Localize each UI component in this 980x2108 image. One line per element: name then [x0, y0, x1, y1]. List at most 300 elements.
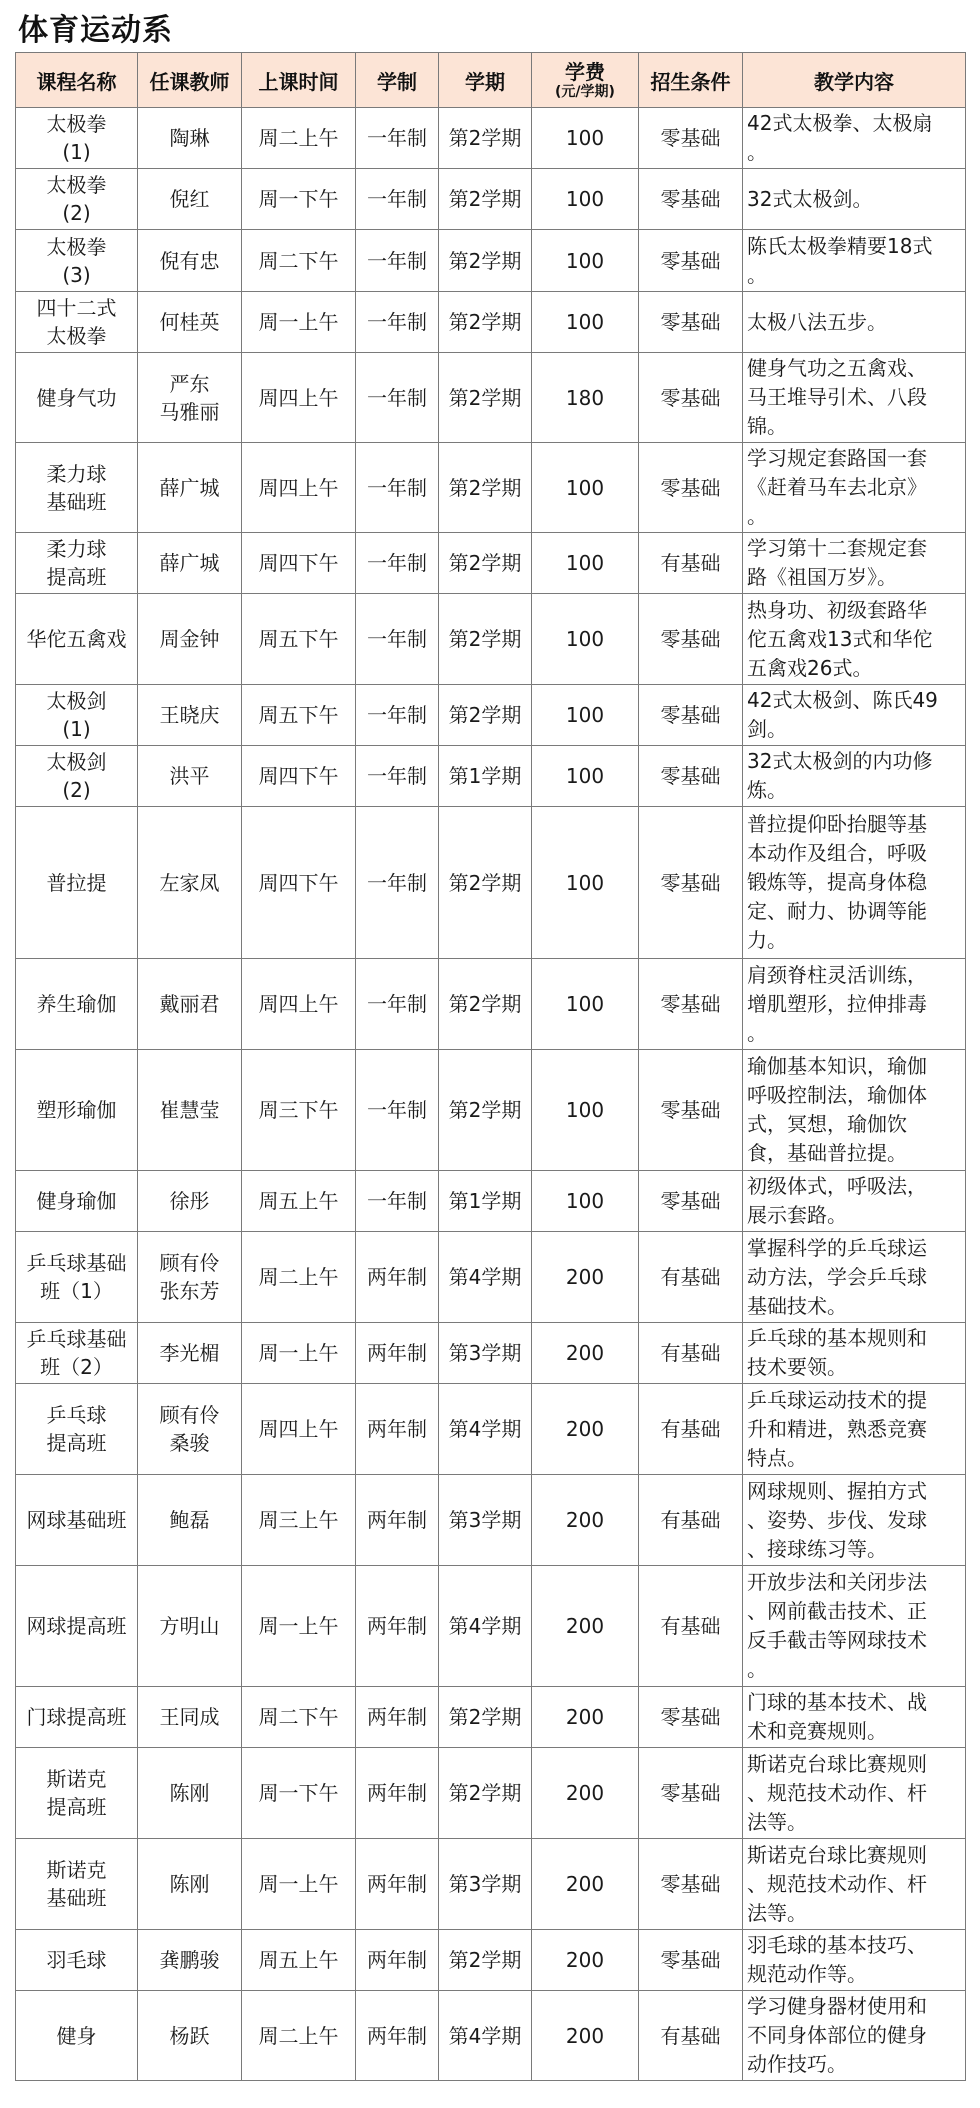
course-name-cell — [16, 1930, 138, 1991]
course-name-cell-line: 普拉提 — [46, 870, 107, 895]
content-cell-line: 特点。 — [747, 1445, 807, 1470]
content-cell-line: 羽毛球的基本技巧、 — [747, 1933, 927, 1957]
table-row — [16, 108, 966, 169]
teacher-cell-line: 桑骏 — [169, 1431, 210, 1455]
content-cell-line: 定、耐力、协调等能 — [747, 899, 927, 923]
table-row — [16, 353, 966, 443]
course-name-cell-line: 乒乓球基础 — [26, 1251, 127, 1275]
teacher-cell-line: 戴丽君 — [159, 992, 220, 1016]
table-row — [16, 1687, 966, 1748]
requirement-cell: 零基础 — [639, 807, 743, 959]
header-requirement: 招生条件 — [639, 53, 743, 108]
course-name-cell — [16, 959, 138, 1050]
content-cell-line: 路《祖国万岁》。 — [747, 565, 897, 589]
class-time-cell: 周四上午 — [242, 1384, 356, 1475]
term-cell: 第2学期 — [439, 1748, 532, 1839]
fee-cell: 100 — [532, 807, 639, 959]
content-cell-line: 食，基础普拉提。 — [747, 1141, 907, 1165]
table-row — [16, 746, 966, 807]
teacher-cell-line: 鲍磊 — [169, 1508, 210, 1532]
course-name-cell — [16, 108, 138, 169]
teacher-cell-line: 周金钟 — [159, 627, 220, 651]
teacher-cell-line: 龚鹏骏 — [159, 1948, 220, 1972]
fee-cell: 100 — [532, 746, 639, 807]
system-cell: 一年制 — [356, 230, 439, 292]
course-table — [15, 52, 966, 2081]
course-name-cell-line: 太极剑 — [46, 689, 107, 713]
course-name-cell — [16, 1839, 138, 1930]
content-cell — [743, 1050, 966, 1171]
course-name-cell — [16, 1232, 138, 1323]
term-cell: 第2学期 — [439, 230, 532, 292]
term-cell: 第4学期 — [439, 1566, 532, 1687]
content-cell-line: 开放步法和关闭步法 — [747, 1570, 927, 1594]
term-cell: 第4学期 — [439, 1991, 532, 2081]
system-cell: 一年制 — [356, 443, 439, 533]
teacher-cell-line: 陶琳 — [169, 126, 210, 150]
teacher-cell-line: 陈刚 — [169, 1781, 210, 1805]
term-cell: 第2学期 — [439, 169, 532, 230]
class-time-cell: 周四下午 — [242, 746, 356, 807]
term-cell: 第2学期 — [439, 959, 532, 1050]
content-cell-line: 动作技巧。 — [747, 2052, 847, 2076]
header-content: 教学内容 — [743, 53, 966, 108]
table-row — [16, 169, 966, 230]
term-cell: 第1学期 — [439, 1171, 532, 1232]
system-cell: 两年制 — [356, 1384, 439, 1475]
system-cell: 一年制 — [356, 594, 439, 685]
system-cell: 一年制 — [356, 746, 439, 807]
content-cell — [743, 746, 966, 807]
content-cell-line: 学习规定套路国一套 — [747, 446, 927, 470]
header-teacher: 任课教师 — [138, 53, 242, 108]
fee-cell: 200 — [532, 1748, 639, 1839]
requirement-cell: 零基础 — [639, 1839, 743, 1930]
requirement-cell: 零基础 — [639, 443, 743, 533]
table-row — [16, 594, 966, 685]
course-name-cell-line: 斯诺克 — [46, 1858, 107, 1882]
content-cell-line: 锦。 — [747, 414, 787, 438]
course-name-cell-line: 华佗五禽戏 — [26, 627, 127, 651]
table-row — [16, 1050, 966, 1171]
teacher-cell — [138, 230, 242, 292]
fee-cell: 100 — [532, 533, 639, 594]
content-cell-line: 陈氏太极拳精要18式 — [747, 233, 933, 258]
course-name-cell-line: 柔力球 — [46, 461, 107, 486]
content-cell-line: 斯诺克台球比赛规则 — [747, 1751, 927, 1776]
class-time-cell: 周二上午 — [242, 108, 356, 169]
fee-cell: 100 — [532, 1050, 639, 1171]
term-cell: 第2学期 — [439, 533, 532, 594]
teacher-cell — [138, 292, 242, 353]
header-fee — [532, 53, 639, 108]
fee-cell: 100 — [532, 685, 639, 746]
teacher-cell — [138, 1687, 242, 1748]
content-cell — [743, 959, 966, 1050]
content-cell-line: 《赶着马车去北京》 — [747, 475, 927, 499]
system-cell: 一年制 — [356, 959, 439, 1050]
content-cell — [743, 685, 966, 746]
teacher-cell — [138, 1566, 242, 1687]
content-cell-line: 、姿势、步伐、发球 — [747, 1507, 927, 1532]
header-course-name: 课程名称 — [16, 53, 138, 108]
course-name-cell — [16, 685, 138, 746]
course-name-cell-line: 太极拳 — [46, 234, 107, 259]
fee-cell: 200 — [532, 1384, 639, 1475]
requirement-cell: 有基础 — [639, 1323, 743, 1384]
class-time-cell: 周一上午 — [242, 1323, 356, 1384]
course-name-cell — [16, 594, 138, 685]
requirement-cell: 有基础 — [639, 533, 743, 594]
course-name-cell-line: 乒乓球基础 — [26, 1327, 127, 1351]
content-cell-line: 42式太极拳、太极扇 — [747, 111, 933, 135]
course-name-cell-line: 网球提高班 — [26, 1614, 127, 1638]
term-cell: 第2学期 — [439, 594, 532, 685]
fee-cell: 100 — [532, 108, 639, 169]
content-cell — [743, 1839, 966, 1930]
requirement-cell: 零基础 — [639, 685, 743, 746]
course-name-cell-line: 四十二式 — [36, 296, 117, 320]
content-cell-line: 本动作及组合，呼吸 — [747, 841, 927, 865]
class-time-cell: 周一上午 — [242, 1839, 356, 1930]
table-body — [16, 108, 966, 2081]
requirement-cell: 零基础 — [639, 292, 743, 353]
requirement-cell: 零基础 — [639, 1748, 743, 1839]
fee-cell: 100 — [532, 959, 639, 1050]
content-cell-line: 动方法，学会乒乓球 — [747, 1264, 927, 1289]
requirement-cell: 零基础 — [639, 169, 743, 230]
content-cell — [743, 1748, 966, 1839]
teacher-cell — [138, 1384, 242, 1475]
content-cell — [743, 807, 966, 959]
teacher-cell-line: 薛广城 — [159, 551, 220, 575]
table-row — [16, 959, 966, 1050]
system-cell: 一年制 — [356, 108, 439, 169]
course-name-cell-line: (3) — [62, 262, 91, 287]
teacher-cell-line: 倪有忠 — [159, 248, 220, 273]
class-time-cell: 周四上午 — [242, 959, 356, 1050]
course-name-cell-line: 网球基础班 — [26, 1508, 127, 1532]
table-row — [16, 443, 966, 533]
system-cell: 两年制 — [356, 1748, 439, 1839]
course-name-cell-line: 班（2） — [40, 1355, 113, 1379]
class-time-cell: 周二下午 — [242, 230, 356, 292]
system-cell: 两年制 — [356, 1566, 439, 1687]
term-cell: 第3学期 — [439, 1475, 532, 1566]
teacher-cell-line: 严东 — [169, 371, 210, 396]
course-name-cell-line: 太极拳 — [46, 112, 107, 136]
content-cell-line: 网球规则、握拍方式 — [747, 1478, 927, 1503]
term-cell: 第2学期 — [439, 353, 532, 443]
course-name-cell-line: 门球提高班 — [26, 1705, 127, 1729]
course-name-cell — [16, 443, 138, 533]
course-name-cell-line: 健身 — [56, 2023, 97, 2048]
teacher-cell — [138, 1475, 242, 1566]
system-cell: 两年制 — [356, 1991, 439, 2081]
course-name-cell-line: 太极拳 — [46, 173, 107, 197]
course-name-cell-line: 养生瑜伽 — [36, 992, 117, 1016]
teacher-cell — [138, 1991, 242, 2081]
teacher-cell — [138, 1748, 242, 1839]
teacher-cell-line: 马雅丽 — [159, 399, 220, 424]
fee-cell: 200 — [532, 1839, 639, 1930]
content-cell-line: 反手截击等网球技术 — [747, 1628, 927, 1652]
system-cell: 两年制 — [356, 1930, 439, 1991]
fee-cell: 180 — [532, 353, 639, 443]
term-cell: 第2学期 — [439, 1687, 532, 1748]
requirement-cell: 零基础 — [639, 230, 743, 292]
course-name-cell-line: 班（1） — [40, 1279, 113, 1303]
course-name-cell-line: 太极剑 — [46, 750, 107, 774]
fee-cell: 100 — [532, 1171, 639, 1232]
teacher-cell-line: 顾有伶 — [159, 1403, 220, 1427]
table-row — [16, 1991, 966, 2081]
class-time-cell: 周二上午 — [242, 1232, 356, 1323]
header-fee-unit: (元/学期) — [555, 84, 615, 100]
teacher-cell — [138, 807, 242, 959]
table-row — [16, 1171, 966, 1232]
course-name-cell-line: (1) — [62, 717, 91, 741]
term-cell: 第1学期 — [439, 746, 532, 807]
content-cell-line: 门球的基本技术、战 — [747, 1690, 927, 1714]
system-cell: 两年制 — [356, 1687, 439, 1748]
content-cell-line: 32式太极剑。 — [747, 186, 873, 211]
fee-cell: 100 — [532, 292, 639, 353]
content-cell-line: 。 — [747, 1020, 767, 1045]
teacher-cell — [138, 746, 242, 807]
course-name-cell — [16, 230, 138, 292]
fee-cell: 200 — [532, 1566, 639, 1687]
course-name-cell-line: 健身气功 — [36, 385, 117, 410]
teacher-cell-line: 李光楣 — [159, 1341, 220, 1365]
content-cell-line: 马王堆导引术、八段 — [747, 385, 927, 409]
course-name-cell — [16, 1566, 138, 1687]
system-cell: 一年制 — [356, 533, 439, 594]
content-cell-line: 。 — [747, 140, 767, 164]
content-cell-line: 法等。 — [747, 1900, 807, 1925]
course-name-cell-line: 塑形瑜伽 — [36, 1098, 117, 1122]
content-cell-line: 初级体式，呼吸法， — [747, 1174, 927, 1198]
content-cell-line: 健身气功之五禽戏、 — [747, 356, 927, 380]
table-row — [16, 1930, 966, 1991]
teacher-cell — [138, 1930, 242, 1991]
term-cell: 第2学期 — [439, 1050, 532, 1171]
content-cell-line: 佗五禽戏13式和华佗 — [747, 626, 933, 651]
content-cell — [743, 1171, 966, 1232]
course-name-cell-line: 太极拳 — [46, 324, 107, 348]
course-name-cell — [16, 1384, 138, 1475]
content-cell-line: 瑜伽基本知识，瑜伽 — [747, 1054, 927, 1078]
teacher-cell-line: 顾有伶 — [159, 1251, 220, 1275]
term-cell: 第2学期 — [439, 108, 532, 169]
course-name-cell — [16, 353, 138, 443]
content-cell — [743, 1991, 966, 2081]
header-term: 学期 — [439, 53, 532, 108]
class-time-cell: 周四上午 — [242, 443, 356, 533]
class-time-cell: 周三上午 — [242, 1475, 356, 1566]
requirement-cell: 零基础 — [639, 1687, 743, 1748]
table-row — [16, 1384, 966, 1475]
content-cell — [743, 533, 966, 594]
course-name-cell-line: 基础班 — [46, 489, 107, 514]
content-cell-line: 。 — [747, 262, 767, 287]
content-cell — [743, 353, 966, 443]
system-cell: 一年制 — [356, 1171, 439, 1232]
system-cell: 一年制 — [356, 1050, 439, 1171]
table-row — [16, 1748, 966, 1839]
content-cell-line: 展示套路。 — [747, 1203, 847, 1227]
content-cell-line: 。 — [747, 1657, 767, 1681]
content-cell-line: 炼。 — [747, 778, 787, 802]
content-cell-line: 斯诺克台球比赛规则 — [747, 1842, 927, 1867]
class-time-cell: 周一下午 — [242, 1748, 356, 1839]
course-name-cell — [16, 1687, 138, 1748]
course-name-cell-line: 健身瑜伽 — [36, 1189, 117, 1213]
class-time-cell: 周四上午 — [242, 353, 356, 443]
term-cell: 第2学期 — [439, 443, 532, 533]
term-cell: 第3学期 — [439, 1839, 532, 1930]
content-cell — [743, 1930, 966, 1991]
content-cell-line: 学习健身器材使用和 — [747, 1994, 927, 2018]
content-cell-line: 。 — [747, 504, 767, 528]
content-cell-line: 42式太极剑、陈氏49 — [747, 688, 938, 712]
course-name-cell-line: (1) — [62, 140, 91, 164]
class-time-cell: 周四下午 — [242, 533, 356, 594]
content-cell-line: 力。 — [747, 928, 787, 952]
content-cell-line: 乒乓球的基本规则和 — [747, 1326, 927, 1350]
teacher-cell-line: 洪平 — [169, 764, 210, 788]
content-cell — [743, 1687, 966, 1748]
content-cell-line: 、接球练习等。 — [747, 1536, 887, 1561]
table-row — [16, 533, 966, 594]
requirement-cell: 零基础 — [639, 108, 743, 169]
content-cell-line: 基础技术。 — [747, 1293, 847, 1318]
requirement-cell: 有基础 — [639, 1475, 743, 1566]
course-name-cell — [16, 746, 138, 807]
content-cell — [743, 1232, 966, 1323]
course-name-cell-line: 乒乓球 — [46, 1403, 107, 1427]
course-name-cell-line: (2) — [62, 778, 91, 802]
requirement-cell: 有基础 — [639, 1991, 743, 2081]
content-cell-line: 、规范技术动作、杆 — [747, 1780, 927, 1805]
table-row — [16, 292, 966, 353]
course-name-cell-line: (2) — [62, 201, 91, 225]
fee-cell: 100 — [532, 594, 639, 685]
teacher-cell — [138, 1323, 242, 1384]
table-row — [16, 1232, 966, 1323]
course-name-cell-line: 柔力球 — [46, 537, 107, 561]
teacher-cell-line: 何桂英 — [159, 310, 220, 334]
teacher-cell-line: 徐彤 — [169, 1189, 210, 1213]
table-row — [16, 685, 966, 746]
teacher-cell — [138, 1232, 242, 1323]
content-cell-line: 五禽戏26式。 — [747, 655, 873, 680]
class-time-cell: 周四下午 — [242, 807, 356, 959]
content-cell-line: 式，冥想，瑜伽饮 — [747, 1112, 907, 1136]
teacher-cell-line: 崔慧莹 — [159, 1098, 220, 1122]
system-cell: 一年制 — [356, 807, 439, 959]
table-row — [16, 807, 966, 959]
system-cell: 两年制 — [356, 1323, 439, 1384]
requirement-cell: 有基础 — [639, 1384, 743, 1475]
header-fee-label: 学费 — [565, 60, 605, 84]
teacher-cell-line: 陈刚 — [169, 1872, 210, 1896]
content-cell-line: 锻炼等，提高身体稳 — [747, 870, 927, 894]
content-cell — [743, 108, 966, 169]
fee-cell: 200 — [532, 1687, 639, 1748]
teacher-cell-line: 王同成 — [159, 1705, 220, 1729]
class-time-cell: 周二上午 — [242, 1991, 356, 2081]
course-name-cell-line: 基础班 — [46, 1886, 107, 1910]
requirement-cell: 零基础 — [639, 1930, 743, 1991]
class-time-cell: 周五上午 — [242, 1171, 356, 1232]
content-cell — [743, 292, 966, 353]
course-name-cell-line: 提高班 — [46, 1431, 107, 1455]
teacher-cell — [138, 443, 242, 533]
table-row — [16, 1566, 966, 1687]
course-name-cell — [16, 1323, 138, 1384]
fee-cell: 200 — [532, 1930, 639, 1991]
content-cell-line: 升和精进，熟悉竞赛 — [747, 1416, 927, 1441]
content-cell — [743, 169, 966, 230]
table-row — [16, 230, 966, 292]
content-cell-line: 剑。 — [747, 717, 787, 741]
fee-cell: 200 — [532, 1232, 639, 1323]
content-cell-line: 乒乓球运动技术的提 — [747, 1387, 927, 1412]
content-cell-line: 肩颈脊柱灵活训练， — [747, 962, 927, 987]
fee-cell: 200 — [532, 1323, 639, 1384]
class-time-cell: 周一下午 — [242, 169, 356, 230]
term-cell: 第3学期 — [439, 1323, 532, 1384]
class-time-cell: 周五上午 — [242, 1930, 356, 1991]
course-name-cell — [16, 1991, 138, 2081]
teacher-cell — [138, 594, 242, 685]
course-name-cell-line: 提高班 — [46, 1795, 107, 1819]
teacher-cell-line: 倪红 — [169, 187, 210, 211]
content-cell — [743, 1384, 966, 1475]
class-time-cell: 周一上午 — [242, 292, 356, 353]
course-name-cell — [16, 1050, 138, 1171]
fee-cell: 200 — [532, 1475, 639, 1566]
content-cell-line: 技术要领。 — [747, 1355, 847, 1379]
content-cell — [743, 594, 966, 685]
teacher-cell — [138, 685, 242, 746]
content-cell-line: 32式太极剑的内功修 — [747, 749, 933, 773]
requirement-cell: 有基础 — [639, 1566, 743, 1687]
requirement-cell: 零基础 — [639, 353, 743, 443]
header-class-time: 上课时间 — [242, 53, 356, 108]
content-cell-line: 法等。 — [747, 1809, 807, 1834]
course-name-cell — [16, 1475, 138, 1566]
table-row — [16, 1475, 966, 1566]
term-cell: 第2学期 — [439, 1930, 532, 1991]
requirement-cell: 零基础 — [639, 959, 743, 1050]
fee-cell: 100 — [532, 169, 639, 230]
teacher-cell — [138, 353, 242, 443]
fee-cell: 100 — [532, 230, 639, 292]
content-cell-line: 太极八法五步。 — [747, 309, 887, 334]
content-cell-line: 增肌塑形，拉伸排毒 — [747, 991, 927, 1016]
class-time-cell: 周二下午 — [242, 1687, 356, 1748]
teacher-cell — [138, 533, 242, 594]
term-cell: 第2学期 — [439, 807, 532, 959]
course-name-cell-line: 羽毛球 — [46, 1948, 107, 1972]
teacher-cell — [138, 169, 242, 230]
system-cell: 一年制 — [356, 169, 439, 230]
course-name-cell — [16, 292, 138, 353]
table-header-row — [16, 53, 966, 108]
content-cell-line: 、网前截击技术、正 — [747, 1599, 927, 1623]
